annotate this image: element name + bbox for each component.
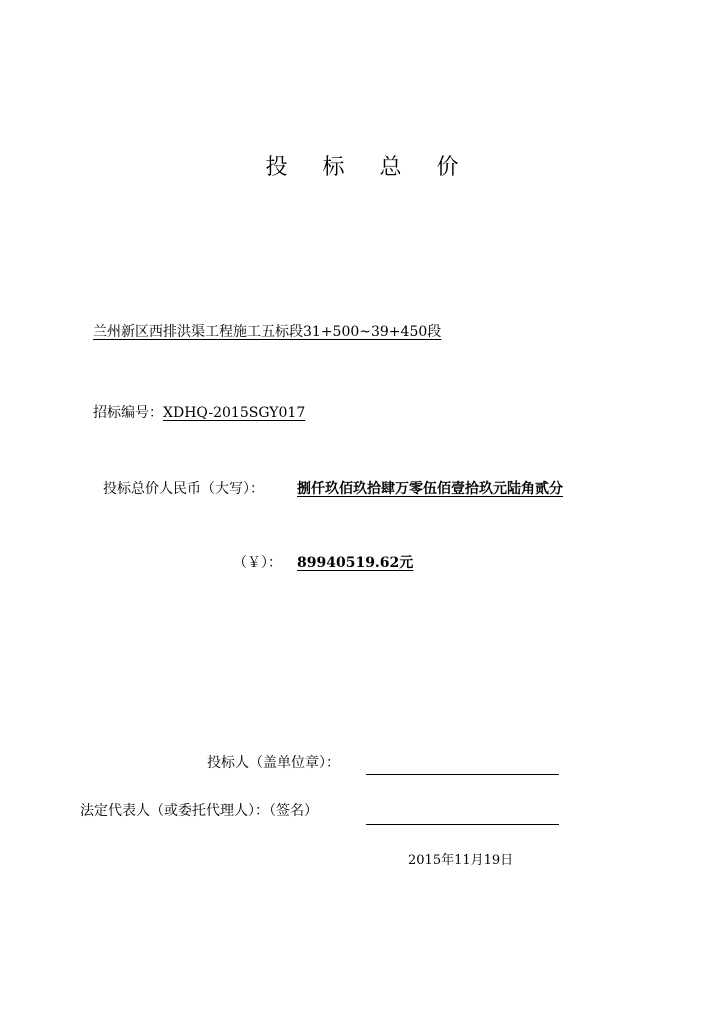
bidder-label: 投标人（盖单位章）： xyxy=(207,755,340,771)
bid-number-value: XDHQ-2015SGY017 xyxy=(163,405,306,421)
bid-number-label: 招标编号： xyxy=(93,405,163,421)
bid-number-row xyxy=(93,402,305,422)
total-price-words-value: 捌仟玖佰玖拾肆万零伍佰壹拾玖元陆角贰分 xyxy=(297,481,563,497)
legal-representative-label: 法定代表人（或委托代理人）：（签名） xyxy=(80,803,318,819)
page-title: 投 标 总 价 xyxy=(265,155,473,180)
legal-representative-signature-line xyxy=(366,824,559,825)
bidder-signature-line xyxy=(366,774,559,775)
total-price-number-value: 89940519.62元 xyxy=(297,555,414,571)
total-price-words-label: 投标总价人民币（大写）： xyxy=(103,481,264,497)
document-date: 2015年11月19日 xyxy=(408,853,514,868)
total-price-number-label: （￥）： xyxy=(233,555,282,571)
project-name: 兰州新区西排洪渠工程施工五标段31+500~39+450段 xyxy=(93,324,442,340)
